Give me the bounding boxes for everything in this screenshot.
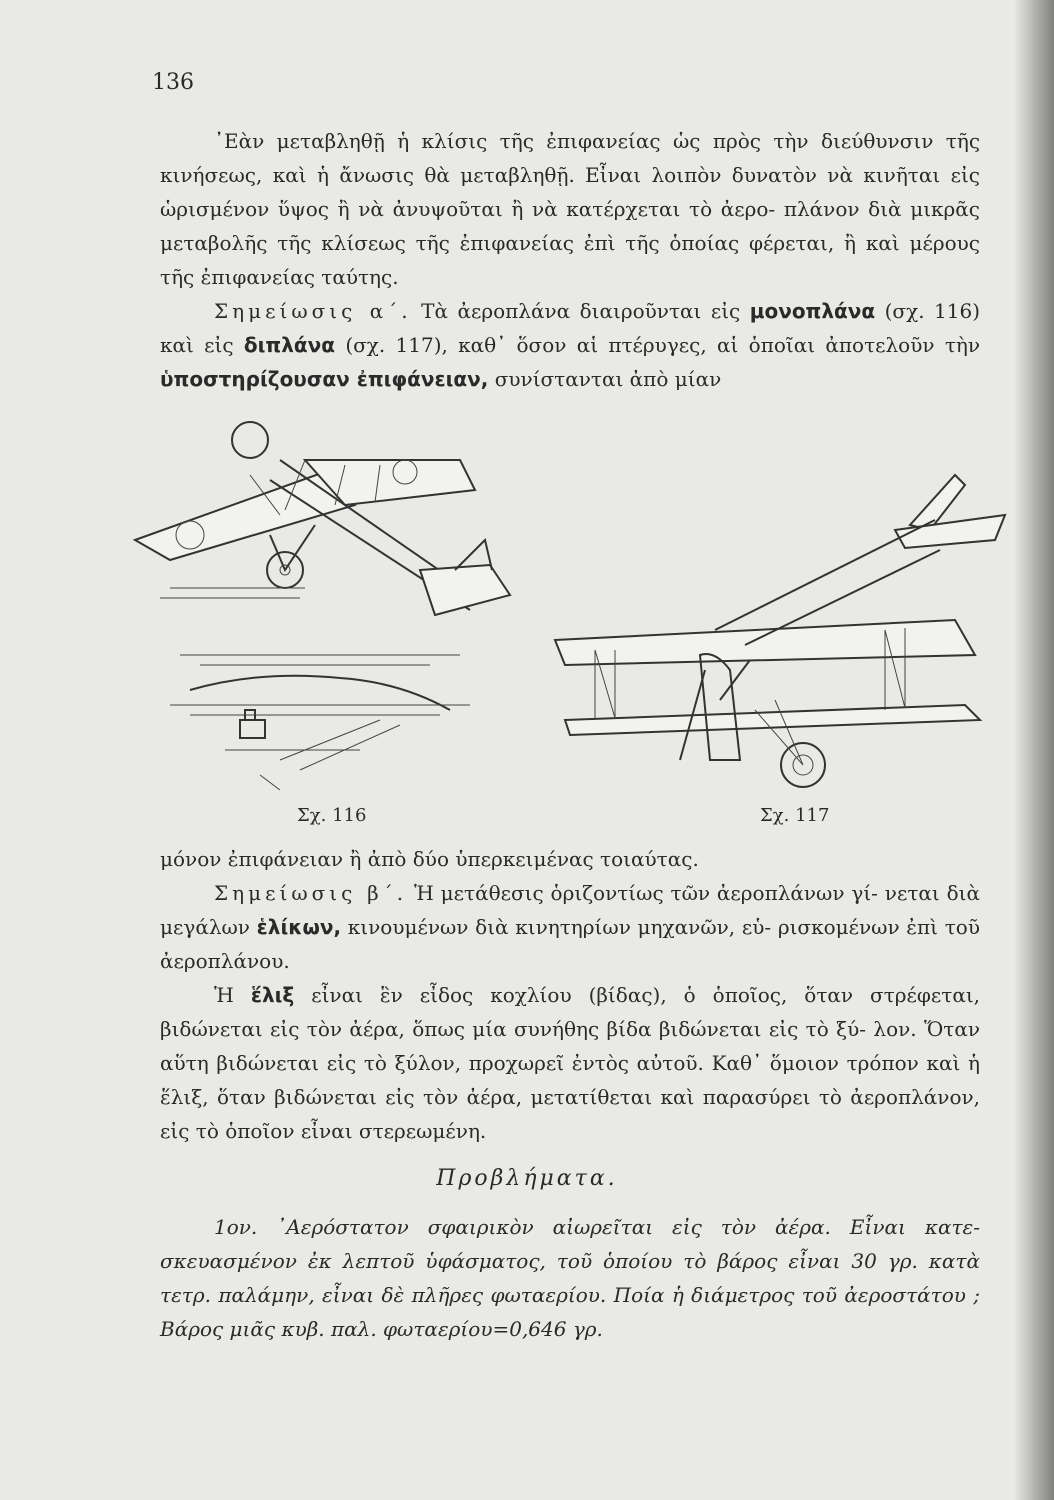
paragraph-lift — [160, 124, 980, 294]
problem-line-1: ᾿Αερόστατον σφαιρικὸν αἰωρεῖται εἰς τὸν ἀέρα. Εἶναι κατε- — [276, 1215, 980, 1239]
note-a-text-1: Τὰ ἀεροπλάνα διαιροῦνται εἰς — [421, 299, 741, 323]
note-b-label: Σημείωσις β΄. — [214, 881, 408, 905]
middle-text-block — [160, 842, 980, 1148]
note-a-paragraph — [160, 294, 980, 396]
upper-text-block — [160, 124, 980, 396]
note-b-text-1: Ἡ μετάθεσις ὁριζοντίως τῶν ἀεροπλάνων γί- — [413, 881, 878, 905]
term-biplanes: διπλάνα — [243, 333, 335, 357]
term-propellers: ἑλίκων, — [256, 915, 342, 939]
note-b-text-4: ρισκομένων ἐπὶ τοῦ ἀεροπλάνου. — [160, 915, 980, 973]
note-b-text-2: νεται διὰ μεγάλων — [160, 881, 980, 939]
note-a-text-5: συνίστανται ἀπὸ μίαν — [494, 367, 722, 391]
term-monoplanes: μονοπλάνα — [749, 299, 876, 323]
paragraph-1-line-2: τῆς κινήσεως, καὶ ἡ ἄνωσις θὰ μεταβληθῇ. Εἶναι λοιπὸν δυνατὸν νὰ — [160, 129, 981, 187]
monoplane-illustration — [130, 420, 520, 810]
page-number: 136 — [152, 70, 194, 95]
problem-line-2: σκευασμένον ἐκ λεπτοῦ ὑφάσματος, τοῦ ὁποίου τὸ βάρος εἶναι 30 γρ. — [160, 1249, 918, 1273]
problem-line-4: ἀεροστάτου ; Βάρος μιᾶς κυβ. παλ. φωταερίου=0,646 γρ. — [160, 1283, 981, 1341]
biplane-illustration — [535, 460, 1015, 810]
problems-heading: Προβλήματα. — [436, 1166, 618, 1191]
note-a-text-3: (σχ. 117), καθ᾿ ὅσον αἱ πτέρυγες, αἱ ὁποῖαι — [345, 333, 816, 357]
term-supporting-surface: ὑποστηρίζουσαν ἐπιφάνειαν, — [160, 367, 489, 391]
paragraph-1-line-5: ὁποίας φέρεται, ἢ καὶ μέρους τῆς ἐπιφανείας ταύτης. — [160, 231, 980, 289]
helix-line-3: λον. Ὅταν αὕτη βιδώνεται εἰς τὸ ξύλον, προχωρεῖ ἐντὸς αὐτοῦ. Καθ᾿ — [160, 1017, 980, 1075]
figure-116-caption: Σχ. 116 — [297, 805, 367, 826]
continuation-line: μόνον ἐπιφάνειαν ἢ ἀπὸ δύο ὑπερκειμένας τοιαύτας. — [160, 847, 699, 871]
term-helix: ἕλιξ — [250, 983, 295, 1007]
note-a-label: Σημείωσις α΄. — [214, 299, 412, 323]
problems-text-block — [160, 1210, 980, 1346]
note-a-text-2: (σχ. 116) καὶ εἰς — [160, 299, 981, 357]
problem-1 — [160, 1210, 980, 1346]
problem-line-3: κατὰ τετρ. παλάμην, εἶναι δὲ πλῆρες φωταερίου. Ποία ἡ διάμετρος τοῦ — [160, 1249, 980, 1307]
landscape-drawing — [160, 588, 470, 790]
figure-117-caption: Σχ. 117 — [760, 805, 830, 826]
paragraph-1-line-1: ᾿Εὰν μεταβληθῇ ἡ κλίσις τῆς ἐπιφανείας ὡς πρὸς τὴν διεύθυνσιν — [214, 129, 934, 153]
problem-number: 1ον. — [214, 1215, 258, 1239]
paragraph-helix — [160, 978, 980, 1148]
helix-line-4: ὅμοιον τρόπον καὶ ἡ ἕλιξ, ὅταν βιδώνεται εἰς τὸν ἀέρα, μετατίθεται καὶ — [160, 1051, 980, 1109]
paragraph-1-line-3: κινῆται εἰς ὡρισμένον ὕψος ἢ νὰ ἀνυψοῦται ἢ νὰ κατέρχεται τὸ ἀερο- — [160, 163, 981, 221]
monoplane-drawing — [135, 422, 510, 615]
page-edge-shadow — [1014, 0, 1054, 1500]
note-b-paragraph — [160, 876, 980, 978]
note-a-text-4: ἀποτελοῦν τὴν — [825, 333, 981, 357]
helix-line-1: εἶναι ἓν εἶδος κοχλίου (βίδας), ὁ ὁποῖος, ὅταν στρέφεται, — [311, 983, 981, 1007]
note-b-text-3: κινουμένων διὰ κινητηρίων μηχανῶν, εὑ- — [347, 915, 772, 939]
biplane-drawing — [555, 475, 1005, 787]
helix-line-2: βιδώνεται εἰς τὸν ἀέρα, ὅπως μία συνήθης βίδα βιδώνεται εἰς τὸ ξύ- — [160, 1017, 867, 1041]
helix-line-5: παρασύρει τὸ ἀεροπλάνον, εἰς τὸ ὁποῖον εἶναι στερεωμένη. — [160, 1085, 981, 1143]
paragraph-1-line-4: πλάνον διὰ μικρᾶς μεταβολῆς τῆς κλίσεως τῆς ἐπιφανείας ἐπὶ τῆς — [160, 197, 981, 255]
helix-start: Ἡ — [214, 983, 234, 1007]
